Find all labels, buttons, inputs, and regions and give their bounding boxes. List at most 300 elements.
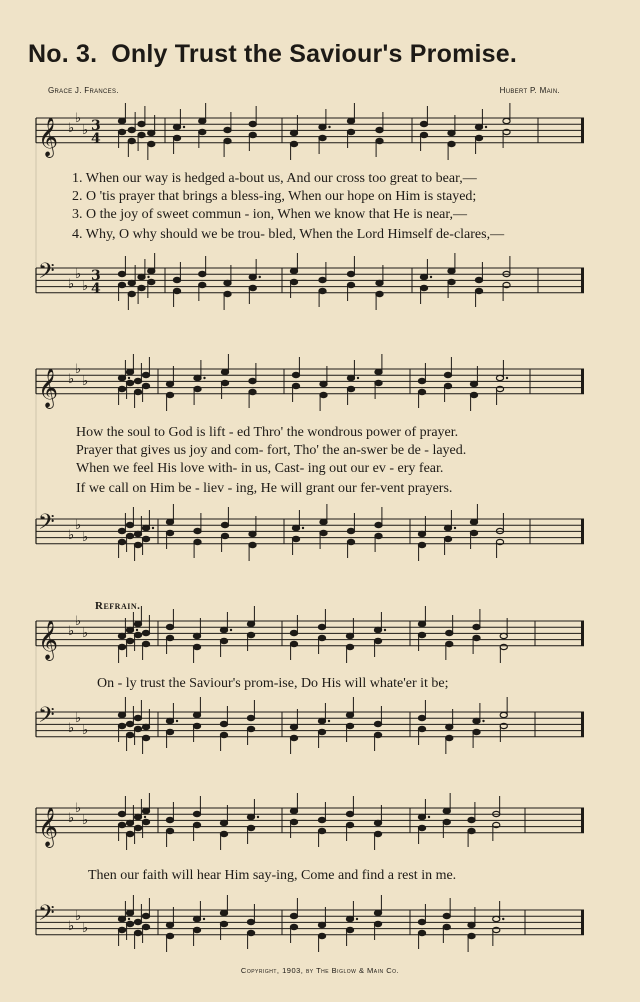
note-head [142, 525, 149, 530]
note-head [224, 291, 231, 296]
note-head [473, 635, 480, 640]
flat-sign: ♭ [68, 372, 75, 387]
note-head [290, 630, 297, 635]
note-head [468, 817, 475, 822]
dot [384, 629, 386, 631]
treble-clef: 𝄞 [38, 116, 59, 157]
note-head [448, 141, 455, 146]
flat-sign: ♭ [75, 267, 82, 282]
note-head [418, 531, 425, 536]
dot [136, 629, 138, 631]
note-head [318, 922, 325, 927]
note-head [220, 627, 227, 632]
note-head [199, 282, 206, 287]
flat-sign: ♭ [82, 921, 89, 936]
note-head [418, 542, 425, 547]
note-head [194, 375, 201, 380]
refrain-line-1: On - ly trust the Saviour's prom-ise, Do His will whate'er it be; [97, 676, 449, 691]
verse-2-line-2: Prayer that gives us joy and com- fort, Tho' the an-swer be de - layed. [76, 443, 467, 458]
verse-4-line-2: If we call on Him be - liev - ing, He will grant our fer-vent prayers. [76, 481, 453, 496]
note-head [118, 644, 125, 649]
note-head [220, 721, 227, 726]
note-head [374, 638, 381, 643]
dot [502, 918, 504, 920]
note-head [166, 817, 173, 822]
note-head [134, 531, 141, 536]
note-head [418, 378, 425, 383]
note-head [376, 280, 383, 285]
final-barline [581, 808, 584, 833]
note-head [443, 819, 450, 824]
note-head [290, 808, 297, 813]
flat-sign: ♭ [82, 530, 89, 545]
note-head [346, 822, 353, 827]
note-head [247, 715, 254, 720]
note-head [134, 389, 141, 394]
note-head [249, 389, 256, 394]
note-head [142, 735, 149, 740]
note-head [319, 277, 326, 282]
note-head [444, 383, 451, 388]
dot [356, 918, 358, 920]
note-head [247, 726, 254, 731]
note-head [221, 380, 228, 385]
note-head [128, 291, 135, 296]
flat-sign: ♭ [68, 121, 75, 136]
dot [506, 377, 508, 379]
note-head [375, 369, 382, 374]
note-head [346, 811, 353, 816]
note-head [166, 624, 173, 629]
note-head [420, 132, 427, 137]
note-head [346, 633, 353, 638]
treble-clef: 𝄞 [38, 806, 59, 847]
note-head [347, 282, 354, 287]
note-head [347, 129, 354, 134]
note-head [126, 627, 133, 632]
note-head [193, 723, 200, 728]
note-head [346, 712, 353, 717]
note-head [220, 831, 227, 836]
dot [147, 276, 149, 278]
note-head [134, 632, 141, 637]
dot [302, 527, 304, 529]
note-head [418, 930, 425, 935]
note-head [446, 724, 453, 729]
note-head [142, 383, 149, 388]
note-head [142, 808, 149, 813]
note-head [118, 811, 125, 816]
note-head [318, 828, 325, 833]
note-head [126, 380, 133, 385]
note-head [247, 621, 254, 626]
note-head [148, 130, 155, 135]
note-head [473, 624, 480, 629]
bass-clef: 𝄢 [38, 510, 55, 540]
note-head [418, 632, 425, 637]
note-head [199, 118, 206, 123]
note-head [473, 718, 480, 723]
note-head [126, 921, 133, 926]
note-head [475, 288, 482, 293]
note-head [173, 288, 180, 293]
note-head [166, 381, 173, 386]
flat-sign: ♭ [82, 374, 89, 389]
note-head [193, 633, 200, 638]
note-head [128, 280, 135, 285]
treble-clef: 𝄞 [38, 619, 59, 660]
note-head [318, 933, 325, 938]
note-head [134, 814, 141, 819]
note-head [118, 271, 125, 276]
note-head [443, 913, 450, 918]
dot [259, 276, 261, 278]
verse-2-line-1: 2. O 'tis prayer that brings a bless-ing, When our hope on Him is stayed; [72, 189, 477, 204]
note-head [292, 383, 299, 388]
dot [257, 816, 259, 818]
dot [203, 918, 205, 920]
note-head [375, 380, 382, 385]
note-head [138, 274, 145, 279]
note-head [194, 386, 201, 391]
note-head [374, 921, 381, 926]
time-signature-top: 3 [91, 118, 101, 134]
time-signature-bottom: 4 [91, 131, 101, 147]
note-head [292, 372, 299, 377]
note-head [347, 375, 354, 380]
note-head [319, 124, 326, 129]
note-head [220, 820, 227, 825]
note-head [224, 127, 231, 132]
note-head [320, 392, 327, 397]
note-head [249, 378, 256, 383]
note-head [118, 528, 125, 533]
note-head [193, 916, 200, 921]
final-barline [581, 519, 584, 544]
note-head [193, 712, 200, 717]
note-head [249, 531, 256, 536]
note-head [148, 141, 155, 146]
note-head [475, 277, 482, 282]
dot [485, 126, 487, 128]
flat-sign: ♭ [75, 909, 82, 924]
note-head [134, 930, 141, 935]
verse-1-line-1: 1. When our way is hedged a-bout us, And our cross too great to bear,— [72, 171, 477, 186]
note-head [126, 369, 133, 374]
note-head [347, 539, 354, 544]
note-head [166, 635, 173, 640]
note-head [375, 533, 382, 538]
treble-clef: 𝄞 [38, 367, 59, 408]
note-head [134, 378, 141, 383]
note-head [126, 732, 133, 737]
note-head [320, 381, 327, 386]
dot [482, 720, 484, 722]
note-head [444, 372, 451, 377]
dot [357, 377, 359, 379]
note-head [346, 723, 353, 728]
note-head [249, 121, 256, 126]
note-head [118, 916, 125, 921]
dot [144, 816, 146, 818]
note-head [118, 118, 125, 123]
bass-clef: 𝄢 [38, 901, 55, 931]
note-head [126, 533, 133, 538]
note-head [374, 831, 381, 836]
note-head [446, 735, 453, 740]
note-head [500, 633, 507, 638]
note-head [166, 392, 173, 397]
note-head [221, 369, 228, 374]
note-head [418, 621, 425, 626]
note-head [166, 519, 173, 524]
dot [230, 629, 232, 631]
note-head [166, 933, 173, 938]
note-head [493, 916, 500, 921]
note-head [193, 822, 200, 827]
note-head [448, 279, 455, 284]
flat-sign: ♭ [75, 111, 82, 126]
note-head [166, 828, 173, 833]
refrain-label: Refrain. [95, 600, 141, 612]
note-head [290, 641, 297, 646]
note-head [374, 732, 381, 737]
note-head [138, 132, 145, 137]
note-head [319, 135, 326, 140]
note-head [173, 277, 180, 282]
note-head [347, 386, 354, 391]
flat-sign: ♭ [75, 362, 82, 377]
note-head [290, 130, 297, 135]
note-head [418, 726, 425, 731]
hymn-name: Only Trust the Saviour's Promise. [111, 40, 518, 68]
note-head [468, 933, 475, 938]
note-head [126, 820, 133, 825]
flat-sign: ♭ [68, 811, 75, 826]
note-head [420, 121, 427, 126]
note-head [194, 539, 201, 544]
note-head [418, 389, 425, 394]
note-head [503, 118, 510, 123]
note-head [346, 916, 353, 921]
note-head [134, 919, 141, 924]
flat-sign: ♭ [68, 919, 75, 934]
note-head [468, 828, 475, 833]
dot [128, 918, 130, 920]
flat-sign: ♭ [82, 626, 89, 641]
note-head [220, 910, 227, 915]
note-head [420, 285, 427, 290]
note-head [118, 129, 125, 134]
dot [176, 720, 178, 722]
flat-sign: ♭ [82, 813, 89, 828]
note-head [376, 291, 383, 296]
dot [152, 527, 154, 529]
flat-sign: ♭ [68, 624, 75, 639]
flat-sign: ♭ [75, 801, 82, 816]
note-head [138, 285, 145, 290]
note-head [290, 924, 297, 929]
hymn-number: No. 3. [28, 40, 98, 68]
note-head [118, 375, 125, 380]
note-head [166, 718, 173, 723]
note-head [249, 542, 256, 547]
note-head [500, 712, 507, 717]
note-head [444, 536, 451, 541]
note-head [290, 724, 297, 729]
note-head [475, 124, 482, 129]
note-head [199, 129, 206, 134]
note-head [118, 539, 125, 544]
note-head [166, 729, 173, 734]
flat-sign: ♭ [68, 721, 75, 736]
verse-3-line-1: 3. O the joy of sweet commun - ion, When we know that He is near,— [72, 207, 467, 222]
note-head [290, 819, 297, 824]
note-head [224, 138, 231, 143]
note-head [126, 638, 133, 643]
note-head [126, 721, 133, 726]
note-head [470, 392, 477, 397]
final-barline [581, 910, 584, 935]
note-head [193, 811, 200, 816]
note-head [173, 124, 180, 129]
final-barline [581, 621, 584, 646]
note-head [475, 135, 482, 140]
note-head [375, 522, 382, 527]
note-head [443, 808, 450, 813]
note-head [292, 525, 299, 530]
note-head [142, 913, 149, 918]
dot [328, 126, 330, 128]
note-head [118, 927, 125, 932]
note-head [194, 528, 201, 533]
note-head [128, 138, 135, 143]
bass-clef: 𝄢 [38, 259, 55, 289]
note-head [249, 132, 256, 137]
flat-sign: ♭ [75, 518, 82, 533]
note-head [134, 542, 141, 547]
verse-3-line-2: When we feel His love with- in us, Cast- ing out our ev - ery fear. [76, 461, 444, 476]
note-head [418, 814, 425, 819]
note-head [221, 522, 228, 527]
note-head [247, 632, 254, 637]
note-head [142, 372, 149, 377]
note-head [290, 735, 297, 740]
note-head [220, 921, 227, 926]
note-head [418, 715, 425, 720]
note-head [374, 721, 381, 726]
note-head [290, 913, 297, 918]
note-head [496, 375, 503, 380]
verse-1-line-2: How the soul to God is lift - ed Thro' the wondrous power of prayer. [76, 425, 459, 440]
note-head [448, 130, 455, 135]
note-head [376, 138, 383, 143]
note-head [142, 630, 149, 635]
note-head [166, 922, 173, 927]
note-head [220, 638, 227, 643]
flat-sign: ♭ [75, 614, 82, 629]
note-head [290, 279, 297, 284]
note-head [446, 630, 453, 635]
note-head [320, 519, 327, 524]
note-head [470, 519, 477, 524]
note-head [374, 627, 381, 632]
note-head [134, 825, 141, 830]
note-head [290, 141, 297, 146]
note-head [142, 924, 149, 929]
note-head [443, 924, 450, 929]
note-head [142, 641, 149, 646]
note-head [118, 822, 125, 827]
flat-sign: ♭ [82, 279, 89, 294]
flat-sign: ♭ [75, 711, 82, 726]
note-head [249, 274, 256, 279]
note-head [318, 718, 325, 723]
note-head [247, 919, 254, 924]
note-head [448, 268, 455, 273]
note-head [134, 715, 141, 720]
flat-sign: ♭ [68, 528, 75, 543]
note-head [134, 621, 141, 626]
note-head [418, 825, 425, 830]
note-head [347, 271, 354, 276]
note-head [142, 536, 149, 541]
note-head [220, 732, 227, 737]
note-head [318, 817, 325, 822]
note-head [166, 530, 173, 535]
note-head [247, 930, 254, 935]
note-head [142, 724, 149, 729]
refrain-line-2: Then our faith will hear Him say-ing, Come and find a rest in me. [88, 868, 457, 883]
note-head [224, 280, 231, 285]
note-head [470, 530, 477, 535]
final-barline [581, 268, 584, 293]
final-barline [581, 712, 584, 737]
note-head [470, 381, 477, 386]
dot [183, 126, 185, 128]
note-head [142, 819, 149, 824]
note-head [468, 922, 475, 927]
note-head [420, 274, 427, 279]
final-barline [581, 369, 584, 394]
note-head [128, 127, 135, 132]
note-head [318, 635, 325, 640]
note-head [247, 825, 254, 830]
note-head [221, 533, 228, 538]
note-head [374, 910, 381, 915]
dot [454, 527, 456, 529]
dot [328, 720, 330, 722]
note-head [199, 271, 206, 276]
note-head [319, 288, 326, 293]
dot [128, 377, 130, 379]
note-head [444, 525, 451, 530]
note-head [138, 121, 145, 126]
time-signature-bottom: 4 [91, 281, 101, 297]
note-head [148, 268, 155, 273]
note-head [118, 282, 125, 287]
dot [430, 276, 432, 278]
note-head [173, 135, 180, 140]
note-head [134, 726, 141, 731]
note-head [320, 530, 327, 535]
note-head [148, 279, 155, 284]
note-head [376, 127, 383, 132]
note-head [118, 633, 125, 638]
note-head [374, 820, 381, 825]
note-head [126, 910, 133, 915]
note-head [500, 644, 507, 649]
